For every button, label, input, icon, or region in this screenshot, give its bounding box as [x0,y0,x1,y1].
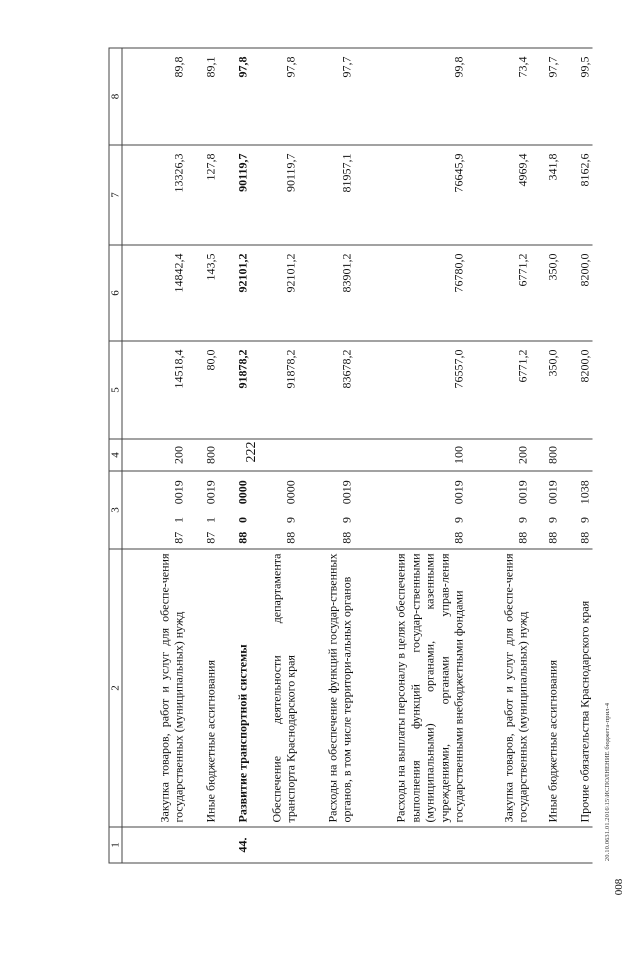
value-col8: 99,8 [354,48,466,145]
col-header-7: 7 [109,145,122,245]
value-col8: 89,1 [186,48,218,145]
col-header-8: 8 [109,48,122,145]
code-part: 1 [171,517,185,523]
value-col5: 8200,0 [560,341,592,439]
value-col7: 341,8 [530,145,560,245]
row-name: Закупка товаров, работ и услуг для обеспе-чения государственных (муниципальных) нужд [466,549,530,827]
code-part: 0019 [186,471,218,513]
value-col5: 14518,4 [122,341,186,439]
value-col8: 97,8 [218,48,250,145]
code-part: 9 [339,517,353,523]
code-part: 0019 [354,471,466,513]
value-col6: 14842,4 [122,245,186,341]
table-row [186,48,218,863]
value-col8: 89,8 [122,48,186,145]
table-row [530,48,560,863]
table-row [354,48,466,863]
row-number [530,827,560,863]
row-number [250,827,298,863]
value-col8: 73,4 [466,48,530,145]
code-part: 88 [466,527,530,549]
row-number [298,827,354,863]
value-col7: 76645,9 [354,145,466,245]
code-part: 0019 [122,471,186,513]
value-col6: 6771,2 [466,245,530,341]
row-number: 44. [218,827,250,863]
expense-type: 200 [466,439,530,471]
table-row-section-header [218,48,250,863]
code-part: 88 [250,527,298,549]
sheet-number: 008 [613,878,625,896]
value-col6: 76780,0 [354,245,466,341]
value-col6: 143,5 [186,245,218,341]
code-part: 1 [203,517,217,523]
code-part: 88 [218,527,250,549]
code-part: 9 [577,517,591,523]
row-number [122,827,186,863]
row-number [560,827,592,863]
table-row [298,48,354,863]
value-col5: 80,0 [186,341,218,439]
col-header-5: 5 [109,341,122,439]
code-part: 0019 [298,471,354,513]
value-col6: 8200,0 [560,245,592,341]
expense-type: 200 [122,439,186,471]
code-part: 0 [235,517,249,523]
code-part: 9 [515,517,529,523]
value-col5: 350,0 [530,341,560,439]
value-col5: 91878,2 [250,341,298,439]
table-row [122,48,186,863]
code-part: 0000 [218,471,250,513]
expense-type [250,439,298,471]
code-part: 0000 [250,471,298,513]
value-col7: 90119,7 [250,145,298,245]
value-col7: 127,8 [186,145,218,245]
value-col7: 8162,6 [560,145,592,245]
expense-type [298,439,354,471]
row-name: Расходы на выплаты персоналу в целях обеспечения выполнения функций государ-ственными (муниципальными) органами, казенными учреждениями, органами управ-ления государственными внебюджетными фондами [354,549,466,827]
value-col8: 97,7 [298,48,354,145]
column-number-row [109,48,122,863]
value-col5: 76557,0 [354,341,466,439]
row-number [466,827,530,863]
value-col7: 90119,7 [218,145,250,245]
table-row [466,48,530,863]
page-number: 222 [244,441,259,463]
value-col5: 91878,2 [218,341,250,439]
col-header-1: 1 [109,827,122,863]
col-header-4: 4 [109,439,122,471]
code-part: 9 [451,517,465,523]
col-header-3: 3 [109,471,122,549]
table-row [560,48,592,863]
row-name: Закупка товаров, работ и услуг для обеспе-чения государственных (муниципальных) нужд [122,549,186,827]
value-col7: 81957,1 [298,145,354,245]
col-header-6: 6 [109,245,122,341]
code-part: 1038 [560,471,592,513]
expense-type: 800 [186,439,218,471]
col-header-2: 2 [109,549,122,827]
table-row [250,48,298,863]
expense-type: 800 [530,439,560,471]
value-col6: 92101,2 [250,245,298,341]
code-part: 87 [122,527,186,549]
code-part: 88 [530,527,560,549]
budget-table [108,47,592,863]
row-name: Прочие обязательства Краснодарского края [560,549,592,827]
row-name: Иные бюджетные ассигнования [186,549,218,827]
code-part: 88 [354,527,466,549]
code-part: 88 [298,527,354,549]
row-name: Развитие транспортной системы [218,549,250,827]
value-col7: 4969,4 [466,145,530,245]
code-part: 9 [283,517,297,523]
row-number [186,827,218,863]
value-col8: 99,5 [560,48,592,145]
value-col8: 97,8 [250,48,298,145]
file-stamp: 20.10.0631.01.2016\15\ИСПОЛНЕНИЕ бюджета-прил-4 [604,702,611,862]
code-part: 0019 [466,471,530,513]
value-col7: 13326,3 [122,145,186,245]
code-part: 88 [560,527,592,549]
expense-type [560,439,592,471]
row-name: Иные бюджетные ассигнования [530,549,560,827]
value-col6: 83901,2 [298,245,354,341]
expense-type [218,439,250,471]
row-name: Расходы на обеспечение функций государ-ственных органов, в том числе территори-альных органов [298,549,354,827]
code-part: 9 [545,517,559,523]
row-number [354,827,466,863]
value-col8: 97,7 [530,48,560,145]
value-col6: 350,0 [530,245,560,341]
code-part: 87 [186,527,218,549]
code-part: 0019 [530,471,560,513]
value-col6: 92101,2 [218,245,250,341]
budget-table-container [108,49,591,864]
value-col5: 6771,2 [466,341,530,439]
value-col5: 83678,2 [298,341,354,439]
row-name: Обеспечение деятельности департамента транспорта Краснодарского края [250,549,298,827]
expense-type: 100 [354,439,466,471]
